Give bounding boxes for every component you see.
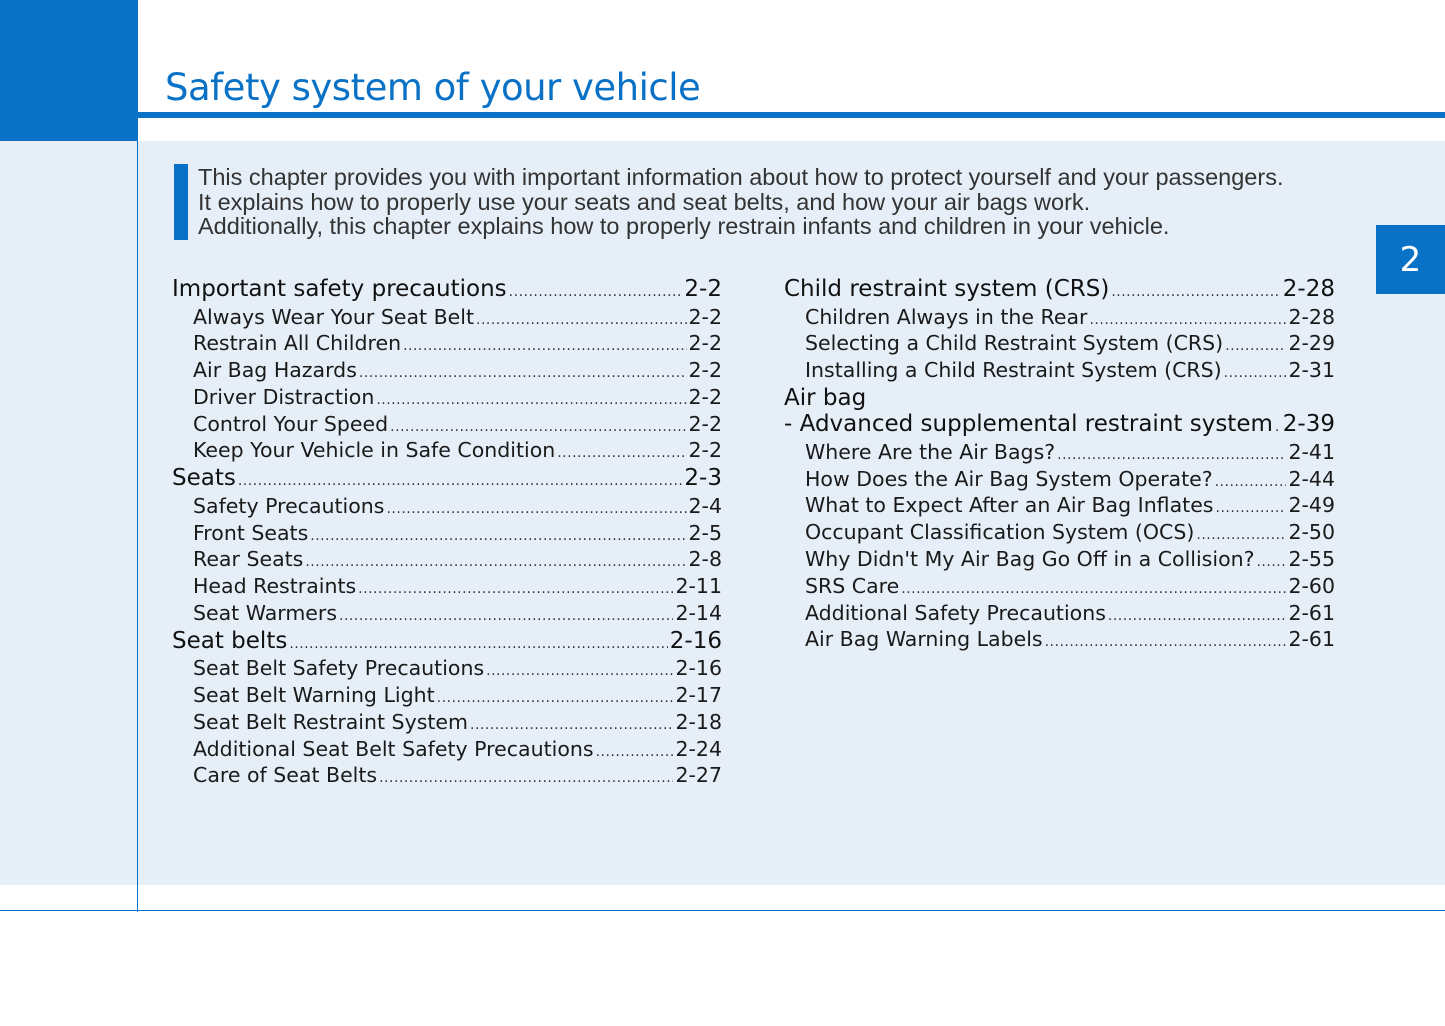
toc-entry[interactable] [784, 305, 1335, 332]
toc-label: Selecting a Child Restraint System (CRS) [805, 331, 1224, 356]
toc-page: 2-2 [688, 438, 722, 463]
dot-leader [1224, 365, 1287, 381]
dot-leader [1045, 634, 1287, 650]
toc-label: Always Wear Your Seat Belt [193, 304, 474, 329]
toc-entry[interactable] [172, 601, 722, 628]
toc-entry[interactable] [784, 467, 1335, 494]
toc-entry[interactable] [172, 494, 722, 521]
toc-page: 2-4 [688, 493, 722, 518]
dot-leader [289, 636, 667, 652]
toc-section-entry[interactable] [172, 628, 722, 657]
toc-section-entry[interactable] [172, 276, 722, 305]
toc-entry[interactable] [784, 547, 1335, 574]
toc-page: 2-2 [688, 384, 722, 409]
toc-entry[interactable] [172, 763, 722, 790]
toc-entry[interactable] [784, 627, 1335, 654]
toc-entry[interactable] [784, 601, 1335, 628]
intro-line: This chapter provides you with important information about how to protect yourself and your passengers. [198, 164, 1284, 190]
toc-entry[interactable] [784, 574, 1335, 601]
toc-label: Keep Your Vehicle in Safe Condition [193, 438, 556, 463]
dot-leader [310, 528, 686, 544]
toc-entry[interactable] [172, 521, 722, 548]
toc-entry[interactable] [784, 331, 1335, 358]
toc-entry[interactable] [784, 358, 1335, 385]
toc-page: 2-24 [675, 736, 722, 761]
dot-leader [1215, 474, 1287, 490]
toc-entry[interactable] [172, 305, 722, 332]
toc-label: Driver Distraction [193, 384, 375, 409]
dot-leader [390, 419, 686, 435]
toc-label: - Advanced supplemental restraint system [784, 411, 1273, 438]
toc-page: 2-60 [1288, 573, 1335, 598]
toc-label: Head Restraints [193, 574, 357, 599]
toc-entry[interactable] [172, 412, 722, 439]
toc-label: Rear Seats [193, 547, 304, 572]
dot-leader [486, 663, 673, 679]
toc-page: 2-2 [688, 358, 722, 383]
toc-page: 2-41 [1288, 439, 1335, 464]
toc-page: 2-2 [688, 411, 722, 436]
toc-entry[interactable] [172, 574, 722, 601]
toc-entry[interactable] [172, 331, 722, 358]
toc-label: Seat Belt Safety Precautions [193, 656, 485, 681]
toc-section-entry[interactable] [784, 276, 1335, 305]
toc-page: 2-39 [1282, 411, 1335, 438]
toc-label: Additional Safety Precautions [805, 600, 1106, 625]
toc-page: 2-61 [1288, 627, 1335, 652]
toc-label: Control Your Speed [193, 411, 389, 436]
toc-page: 2-61 [1288, 600, 1335, 625]
toc-page: 2-11 [675, 574, 722, 599]
corner-block [0, 0, 138, 141]
toc-entry[interactable] [784, 493, 1335, 520]
toc-label: Why Didn't My Air Bag Go Off in a Collision? [805, 547, 1255, 572]
toc-page: 2-2 [688, 331, 722, 356]
toc-page: 2-14 [675, 600, 722, 625]
toc-right-column [784, 276, 1335, 654]
toc-entry[interactable] [172, 385, 722, 412]
toc-label: Occupant Classification System (OCS) [805, 520, 1195, 545]
margin-line [137, 141, 138, 912]
toc-label: How Does the Air Bag System Operate? [805, 466, 1213, 491]
toc-label: Seat Belt Warning Light [193, 683, 435, 708]
toc-entry[interactable] [172, 737, 722, 764]
dot-leader [557, 445, 686, 461]
dot-leader [596, 744, 674, 760]
toc-page: 2-17 [675, 683, 722, 708]
toc-page: 2-16 [669, 627, 722, 654]
dot-leader [1111, 284, 1280, 300]
toc-entry[interactable] [784, 440, 1335, 467]
dot-leader [476, 312, 687, 328]
dot-leader [901, 581, 1286, 597]
toc-page: 2-28 [1282, 276, 1335, 302]
dot-leader [1089, 312, 1286, 328]
toc-label: Seat belts [172, 627, 288, 654]
toc-entry[interactable] [172, 438, 722, 465]
toc-entry[interactable] [172, 358, 722, 385]
dot-leader [1057, 447, 1286, 463]
toc-page: 2-28 [1288, 304, 1335, 329]
chapter-tab: 2 [1376, 225, 1445, 294]
title-rule [138, 112, 1445, 118]
dot-leader [358, 581, 673, 597]
toc-page: 2-27 [675, 763, 722, 788]
toc-entry[interactable] [172, 547, 722, 574]
toc-page: 2-44 [1288, 466, 1335, 491]
toc-label: Additional Seat Belt Safety Precautions [193, 736, 594, 761]
toc-label: Air Bag Warning Labels [805, 627, 1043, 652]
dot-leader [470, 717, 673, 733]
dot-leader [1196, 527, 1286, 543]
bottom-rule [0, 910, 1445, 911]
toc-label: What to Expect After an Air Bag Inflates [805, 493, 1214, 518]
dot-leader [1225, 338, 1286, 354]
dot-leader [339, 608, 673, 624]
dot-leader [509, 284, 683, 300]
toc-label: Care of Seat Belts [193, 763, 378, 788]
dot-leader [376, 392, 686, 408]
intro-accent-bar [174, 164, 188, 240]
toc-page: 2-29 [1288, 331, 1335, 356]
toc-label: Installing a Child Restraint System (CRS) [805, 358, 1222, 383]
dot-leader [437, 690, 674, 706]
toc-entry[interactable] [784, 520, 1335, 547]
toc-page: 2-2 [684, 276, 722, 302]
toc-entry[interactable] [172, 710, 722, 737]
toc-label: Front Seats [193, 520, 309, 545]
toc-page: 2-16 [675, 656, 722, 681]
toc-entry[interactable] [172, 656, 722, 683]
page-title: Safety system of your vehicle [165, 66, 701, 109]
toc-page: 2-31 [1288, 358, 1335, 383]
dot-leader [359, 365, 687, 381]
toc-label: Seats [172, 465, 236, 492]
toc-page: 2-3 [684, 465, 722, 492]
intro-text [198, 165, 1358, 239]
toc-left-column [172, 276, 722, 790]
dot-leader [1256, 554, 1286, 570]
toc-page: 2-18 [675, 709, 722, 734]
dot-leader [386, 501, 686, 517]
toc-label: Important safety precautions [172, 276, 507, 302]
dot-leader [1216, 500, 1287, 516]
dot-leader [1108, 608, 1287, 624]
toc-page: 2-2 [688, 304, 722, 329]
toc-label: Child restraint system (CRS) [784, 276, 1110, 302]
toc-page: 2-5 [688, 520, 722, 545]
toc-label: Seat Warmers [193, 600, 338, 625]
dot-leader [379, 770, 673, 786]
toc-label: Safety Precautions [193, 493, 385, 518]
intro-line: It explains how to properly use your seats and seat belts, and how your air bags work. [198, 188, 1091, 215]
toc-section-entry[interactable] [172, 465, 722, 494]
toc-label: Seat Belt Restraint System [193, 709, 468, 734]
dot-leader [305, 554, 686, 570]
toc-page: 2-49 [1288, 493, 1335, 518]
toc-section-heading [784, 385, 1335, 412]
toc-page: 2-8 [688, 547, 722, 572]
toc-label: Children Always in the Rear [805, 304, 1088, 329]
toc-entry[interactable] [172, 683, 722, 710]
dot-leader [1275, 419, 1281, 435]
dot-leader [238, 473, 683, 489]
toc-label: SRS Care [805, 573, 900, 598]
toc-label: Where Are the Air Bags? [805, 439, 1056, 464]
toc-label: Restrain All Children [193, 331, 402, 356]
toc-section-entry[interactable] [784, 411, 1335, 440]
dot-leader [403, 338, 686, 354]
intro-line: Additionally, this chapter explains how to properly restrain infants and children in your vehicle. [198, 213, 1170, 239]
toc-label: Air bag [784, 384, 867, 411]
toc-page: 2-55 [1288, 547, 1335, 572]
toc-page: 2-50 [1288, 520, 1335, 545]
toc-label: Air Bag Hazards [193, 358, 357, 383]
